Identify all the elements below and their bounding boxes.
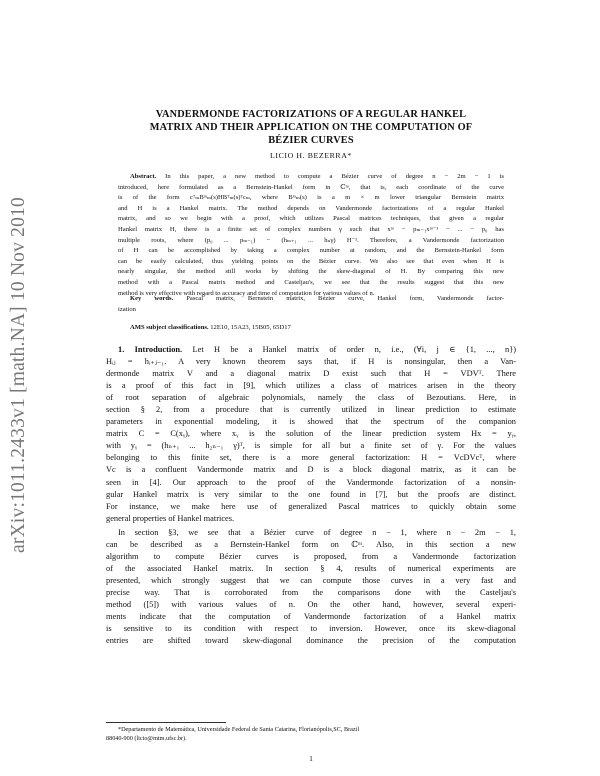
ams-line: [118, 323, 504, 334]
abstract-line: nearly singular, the method still works by shifting the skew-diagonal of H. By comparing this new: [118, 268, 504, 276]
abstract-line: multiple roots, where (p₀ ... pₘ₋₁) − (hₘ₊₁ ... hₙγ) H⁻¹. Therefore, a Vandermonde factorization: [118, 236, 504, 244]
body-line: In section §3, we see that a Bézier curve of degree n − 1, where n − 2m − 1,: [118, 527, 516, 537]
body-line: section § 2, from a procedure that is currently utilized in linear prediction to estimate: [106, 405, 516, 415]
body-line: presented, which strongly suggest that we can compute those curves in a very fast and: [106, 575, 516, 585]
body-line: gular Hankel matrix is very similar to the one found in [7], but the proofs are distinct.: [106, 489, 516, 499]
body-line: is a proof of this fact in [9], which utilizes a class of matrices arisen in the theory: [106, 381, 516, 391]
body-line: belonging to this finite set, there is a more general factorization: H = VcDVcᵀ, where: [106, 453, 516, 463]
body-line: with yᵧ = (hₙ₊₁ ... h₂ₙ₋₁ γ)ᵀ, is simple for all but a finite set of γ. For the values: [106, 441, 516, 451]
abstract-line: can be easily calculated, thus yielding points on the Bézier curve. We also see that even when H is: [118, 257, 504, 265]
body-line: 1. Introduction. Let H be a Hankel matrix of order n, i.e., (∀i, j ∈ {1, ..., n}): [118, 345, 516, 354]
footnote: [106, 725, 516, 744]
page-number: 1: [309, 754, 313, 763]
body-line: Vc is a confluent Vandermonde matrix and D is a block diagonal matrix, as it can be: [106, 465, 516, 475]
abstract-line: matrix, and so we begin with a proof, which utilizes Pascal matrices techniques, that given a regular: [118, 215, 504, 223]
introduction-section: [106, 344, 516, 647]
abstract-line: of H can be accomplished by taking a complex number at random, and the Bernstein-Hankel form: [118, 247, 504, 255]
body-line: method ([5]) with various values of n. On the other hand, however, several experi-: [106, 599, 516, 609]
abstract-line: introduced, here formulated as a Bernstein-Hankel form in ℂᵐ, that is, each coordinate of the curve: [118, 183, 504, 191]
title-line: VANDERMONDE FACTORIZATIONS OF A REGULAR HANKEL: [155, 109, 467, 120]
keywords-line: ization: [118, 305, 136, 313]
keywords-line: Key words. Pascal matrix, Bernstein matrix, Bézier curve, Hankel form, Vandermonde factor-: [130, 295, 504, 302]
body-line: precise way. That is corroborated from the comparisons done with the Casteljau's: [106, 587, 516, 597]
title-line: MATRIX AND THEIR APPLICATION ON THE COMPUTATION OF: [149, 122, 473, 133]
ams-classifications: [118, 323, 504, 334]
body-line: can be described as a Bernstein-Hankel form on ℂᵐ. Also, in this section a new: [106, 539, 516, 549]
abstract-line: method is very effective with regard to accuracy and time of computation for various values of n.: [118, 289, 375, 297]
abstract-label: Abstract.: [130, 173, 157, 180]
footnote-rule: [106, 722, 226, 723]
abstract: [118, 172, 504, 299]
body-line: ments indicate that the computation of Vandermonde factorization of a Hankel matrix: [106, 612, 516, 622]
section-heading: 1. Introduction.: [118, 345, 183, 354]
body-line: seen in [4]. Our approach to the proof of the Vandermonde factorization of a nonsin-: [106, 477, 516, 487]
keywords: [118, 294, 504, 315]
body-line: is sensitive to its condition with respect to inversion. However, once its skew-diagonal: [106, 624, 516, 634]
body-line: Hᵢⱼ = hᵢ₊ⱼ₋₁. A very known theorem says that, if H is nonsingular, then a Van-: [106, 357, 516, 367]
body-paragraph-2: [106, 527, 516, 647]
body-line: For instance, we make here use of generalized Pascal matrices to quickly obtain some: [106, 501, 516, 511]
paper-title: [106, 108, 516, 147]
body-line: of root separation of algebraic polynomials, namely the class of Bezoutians. Here, in: [106, 393, 516, 403]
abstract-line: Hankel matrix H, there is a finite set of complex numbers γ such that xᵐ − pₘ₋₁xᵐ⁻¹ − ... − p₀ has: [118, 225, 504, 233]
abstract-line: Abstract. In this paper, a new method to compute a Bézier curve of degree n − 2m − 1 is: [130, 173, 504, 180]
body-line: parameters in exponential modeling, it is showed that the spectrum of the companion: [106, 417, 516, 427]
title-line: BÉZIER CURVES: [268, 135, 354, 146]
ams-codes: 12E10, 15A23, 15B05, 65D17: [210, 324, 291, 331]
abstract-line: method with a Pascal matrix method and Casteljau's, we see that the results suggest that this new: [118, 278, 504, 286]
keywords-label: Key words.: [130, 295, 174, 302]
body-line: entries are shifted toward skew-diagonal dominance the precision of the computation: [106, 636, 516, 646]
body-line: of the associated Hankel matrix. In section § 4, results of numerical experiments are: [106, 563, 516, 573]
footnote-line: *Departamento de Matemática, Universidade Federal de Santa Catarina, Florianópolis,SC, Brazil: [118, 726, 360, 733]
body-line: dermonde matrix V and a diagonal matrix D exist such that H = VDVᵀ. There: [106, 369, 516, 379]
abstract-line: and H is a Hankel matrix. The method depends on Vandermonde factorizations of a regular Hankel: [118, 204, 504, 212]
author: LICIO H. BEZERRA*: [270, 151, 352, 160]
footnote-line: 88040-900 (licio@mtm.ufsc.br).: [106, 735, 187, 743]
arxiv-side-label: [2, 175, 36, 575]
body-line: general properties of Hankel matrices.: [106, 513, 235, 523]
body-line: matrix C = C(xᵧ), where xᵧ is the solution of the linear prediction system Hx = yᵧ,: [106, 429, 516, 439]
arxiv-identifier: arXiv:1011.2433v1 [math.NA] 10 Nov 2010: [8, 197, 29, 553]
ams-label: AMS subject classifications.: [130, 324, 209, 331]
abstract-line: is of the form cᵀₘBᵐₘ(s)HBᵀₘ(s)ᵀcₘ, where Bᵐₘ(s) is a m × m lower triangular Bernstein matrix: [118, 194, 504, 202]
body-line: algorithm to compute Bézier curves is proposed, from a Vandermonde factorization: [106, 551, 516, 561]
